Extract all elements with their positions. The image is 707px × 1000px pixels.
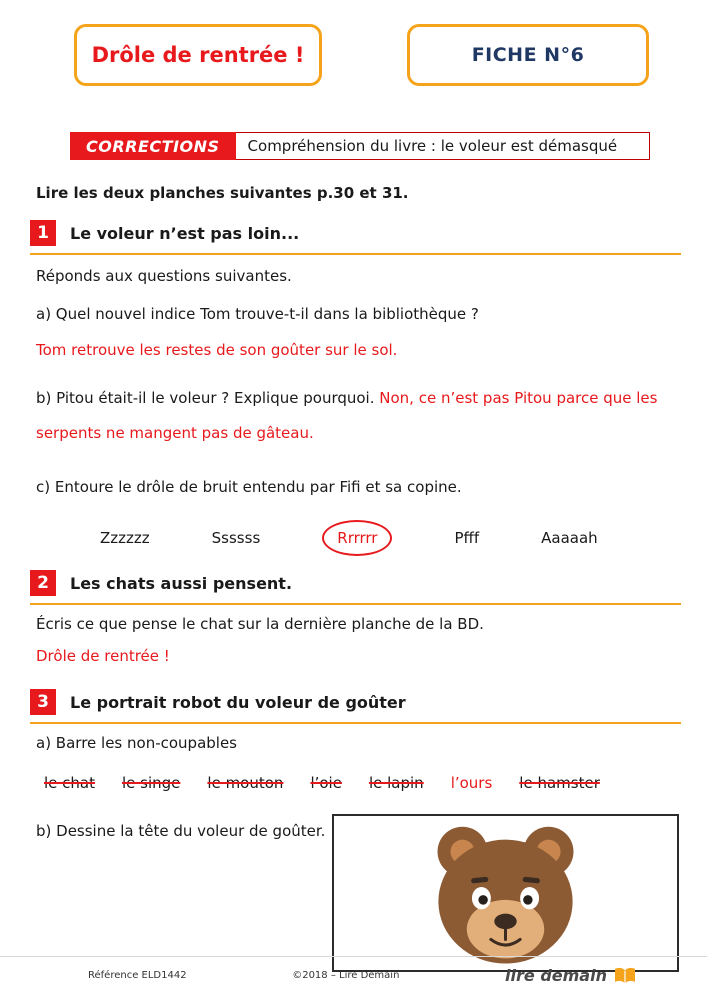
question-3b: b) Dessine la tête du voleur de goûter.: [36, 822, 326, 840]
reading-instruction: Lire les deux planches suivantes p.30 et 31.: [36, 184, 409, 202]
section-1-header: [30, 220, 681, 255]
section-1-number: 1: [30, 220, 56, 246]
question-b-line: [36, 381, 676, 450]
suspect-word-struck: le hamster: [519, 774, 600, 792]
sound-option: Aaaaah: [541, 529, 598, 547]
section-3-title: Le portrait robot du voleur de goûter: [70, 692, 406, 712]
footer-copyright: ©2018 – Lire Demain: [292, 970, 400, 981]
section-2-title: Les chats aussi pensent.: [70, 573, 293, 593]
section-2-question: Écris ce que pense le chat sur la dernière planche de la BD.: [36, 615, 484, 633]
drawing-box: [332, 814, 679, 972]
open-book-icon: [613, 966, 637, 986]
sound-option: Pfff: [454, 529, 480, 547]
page-title: Drôle de rentrée !: [91, 43, 305, 67]
question-a: a) Quel nouvel indice Tom trouve-t-il dans la bibliothèque ?: [36, 305, 479, 323]
section-1-intro: Réponds aux questions suivantes.: [36, 267, 292, 285]
section-1-title: Le voleur n’est pas loin...: [70, 223, 300, 243]
publisher-logo: [505, 966, 637, 986]
suspect-word-struck: le chat: [44, 774, 95, 792]
section-2-number: 2: [30, 570, 56, 596]
title-box: [74, 24, 322, 86]
suspect-word-struck: le mouton: [207, 774, 284, 792]
publisher-logo-text: lire demain: [505, 966, 607, 985]
suspect-word-struck: le singe: [122, 774, 181, 792]
header: [28, 24, 679, 86]
fiche-box: [407, 24, 649, 86]
corrections-subtitle: Compréhension du livre : le voleur est démasqué: [236, 132, 650, 160]
corrections-banner: [70, 132, 650, 160]
drawing-row: [28, 814, 679, 972]
sound-option: Zzzzzz: [100, 529, 150, 547]
sound-option-circled: Rrrrrr: [322, 520, 392, 556]
section-3-number: 3: [30, 689, 56, 715]
section-2-header: [30, 570, 681, 605]
bear-head-illustration: [418, 819, 593, 967]
question-c: c) Entoure le drôle de bruit entendu par Fifi et sa copine.: [36, 478, 462, 496]
sound-option: Ssssss: [211, 529, 261, 547]
section-2-answer: Drôle de rentrée !: [36, 647, 170, 665]
suspect-word-struck: l’oie: [310, 774, 342, 792]
suspects-row: [44, 774, 679, 792]
fiche-number: FICHE N°6: [471, 44, 585, 66]
sound-options-row: [100, 520, 679, 556]
section-3-header: [30, 689, 681, 724]
question-b: b) Pitou était-il le voleur ? Explique pourquoi.: [36, 389, 375, 407]
footer: [0, 956, 707, 1000]
corrections-label: CORRECTIONS: [70, 132, 236, 160]
suspect-word-answer: l’ours: [450, 774, 493, 792]
question-3a: a) Barre les non-coupables: [36, 734, 237, 752]
answer-a: Tom retrouve les restes de son goûter sur le sol.: [36, 341, 398, 359]
footer-reference: Référence ELD1442: [88, 970, 187, 981]
suspect-word-struck: le lapin: [368, 774, 424, 792]
answer-b: Non, ce n’est pas Pitou parce que les serpents ne mangent pas de gâteau.: [36, 389, 658, 442]
